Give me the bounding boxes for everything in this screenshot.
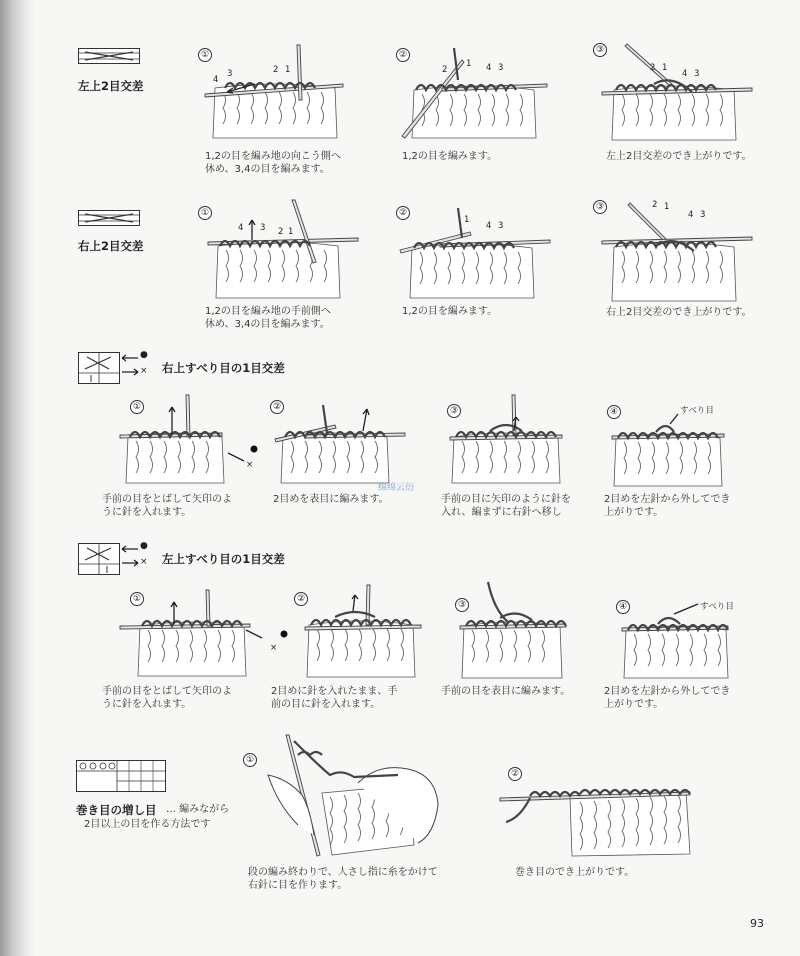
step-caption: 段の編み終わりで、人さし指に糸をかけて 右針に目を作ります。	[248, 867, 438, 891]
step-caption: 2目めを左針から外してでき 上がりです。	[604, 686, 731, 710]
step-number: ④	[607, 405, 621, 419]
stitch-label: 1	[664, 202, 670, 212]
section-title-suffix: … 編みながら	[166, 804, 230, 815]
step-caption: 1,2の目を編み地の手前側へ 休め、3,4の目を編みます。	[205, 306, 331, 330]
step-caption: 1,2の目を編み地の向こう側へ 休め、3,4の目を編みます。	[205, 151, 341, 175]
slip-stitch-label: すべり目	[680, 406, 714, 416]
step-number: ①	[130, 400, 144, 414]
page-number: 93	[750, 917, 764, 930]
step-number: ②	[396, 48, 410, 62]
step-number: ③	[593, 200, 607, 214]
stitch-label: 3	[498, 63, 504, 73]
stitch-label: 3	[498, 221, 504, 231]
step-caption: 手前の目に矢印のように針を 入れ、編まずに右針へ移し	[441, 494, 571, 518]
dot-mark: ●	[140, 350, 148, 360]
slip-stitch-label: すべり目	[700, 602, 734, 612]
stitch-label: 2	[442, 65, 448, 75]
step-number: ④	[616, 600, 630, 614]
section-title-right-cross-2: 右上2目交差	[78, 239, 144, 253]
stitch-label: 2	[650, 63, 656, 73]
section-title-left-cross-2: 左上2目交差	[78, 79, 144, 93]
step-caption: 手前の目をとばして矢印のよ うに針を入れます。	[102, 494, 232, 518]
step-caption: 手前の目をとばして矢印のよ うに針を入れます。	[102, 686, 232, 710]
knitting-illustration-s1-step2	[402, 40, 547, 140]
section-title-wrap-increase: 巻き目の増し目	[76, 803, 157, 817]
knitting-illustration-s4-step2	[305, 585, 425, 680]
stitch-label: 4	[486, 221, 492, 231]
chart-symbol-right-cross-2	[78, 210, 140, 226]
stitch-label: 1	[466, 59, 472, 69]
step-number: ③	[455, 598, 469, 612]
knitting-illustration-s2-step2	[400, 200, 550, 300]
knitting-illustration-s4-step4	[622, 600, 742, 680]
step-number: ②	[508, 767, 522, 781]
watermark: 绵绵云衍	[378, 483, 415, 493]
stitch-label: 4	[213, 75, 219, 85]
symbol-arrows	[120, 354, 140, 378]
step-number: ③	[447, 404, 461, 418]
step-caption: 右上2目交差のでき上がりです。	[606, 307, 752, 318]
stitch-label: 3	[260, 223, 266, 233]
section-description: 2目以上の目を作る方法です	[84, 819, 211, 830]
cross-mark: ×	[140, 557, 148, 567]
step-caption: 手前の目を表目に編みます。	[441, 686, 571, 697]
stitch-label: 2	[278, 227, 284, 237]
step-number: ①	[130, 592, 144, 606]
stitch-label: 1	[464, 215, 470, 225]
dot-mark: ●	[140, 541, 148, 551]
stitch-label: 3	[700, 210, 706, 220]
step-caption: 2目めを表目に編みます。	[273, 494, 389, 505]
step-caption: 左上2目交差のでき上がりです。	[606, 151, 752, 162]
knitting-illustration-s3-step1	[120, 395, 260, 485]
knitting-illustration-s4-step3	[460, 580, 570, 680]
stitch-label: 4	[486, 63, 492, 73]
knitting-illustration-s4-step1	[120, 590, 290, 680]
stitch-label: 4	[682, 69, 688, 79]
knitting-illustration-s5-step2	[500, 778, 700, 858]
step-caption: 巻き目のでき上がりです。	[515, 867, 635, 878]
step-number: ③	[593, 43, 607, 57]
stitch-label: 4	[238, 223, 244, 233]
book-spine-shadow	[0, 0, 34, 956]
cross-mark: ×	[140, 366, 148, 376]
knitting-illustration-s1-step1	[205, 40, 345, 140]
step-caption: 1,2の目を編みます。	[402, 151, 498, 162]
step-caption: 2目めを左針から外してでき 上がりです。	[604, 494, 731, 518]
step-number: ①	[243, 753, 257, 767]
step-number: ①	[198, 206, 212, 220]
stitch-label: 4	[688, 210, 694, 220]
symbol-arrows	[120, 545, 140, 569]
stitch-label: 3	[227, 69, 233, 79]
stitch-label: 2	[273, 65, 279, 75]
knitting-illustration-s1-step3	[602, 38, 752, 143]
chart-symbol-wrap-increase	[76, 760, 166, 792]
svg-text:×: ×	[246, 460, 254, 470]
step-caption: 2目めに針を入れたまま、手 前の目に針を入れます。	[271, 686, 398, 710]
chart-symbol-left-cross-2	[78, 48, 140, 64]
stitch-label: 1	[285, 65, 291, 75]
knitting-illustration-s5-step1	[258, 735, 443, 860]
step-number: ①	[198, 48, 212, 62]
stitch-label: 3	[694, 69, 700, 79]
svg-text:×: ×	[270, 643, 278, 653]
step-number: ②	[270, 400, 284, 414]
knitting-illustration-s2-step3	[602, 195, 752, 305]
chart-symbol-left-slip-cross	[78, 543, 120, 575]
knitting-illustration-s3-step3	[450, 395, 580, 485]
section-title-left-slip-cross: 左上すべり目の1目交差	[162, 552, 285, 566]
step-number: ②	[294, 592, 308, 606]
knitting-illustration-s2-step1	[208, 200, 358, 300]
knitting-illustration-s3-step4	[612, 408, 732, 488]
stitch-label: 1	[288, 227, 294, 237]
step-number: ②	[396, 206, 410, 220]
stitch-label: 1	[662, 63, 668, 73]
section-title-right-slip-cross: 右上すべり目の1目交差	[162, 361, 285, 375]
chart-symbol-right-slip-cross	[78, 352, 120, 384]
step-caption: 1,2の目を編みます。	[402, 306, 498, 317]
stitch-label: 2	[652, 200, 658, 210]
knitting-illustration-s3-step2	[275, 395, 405, 485]
